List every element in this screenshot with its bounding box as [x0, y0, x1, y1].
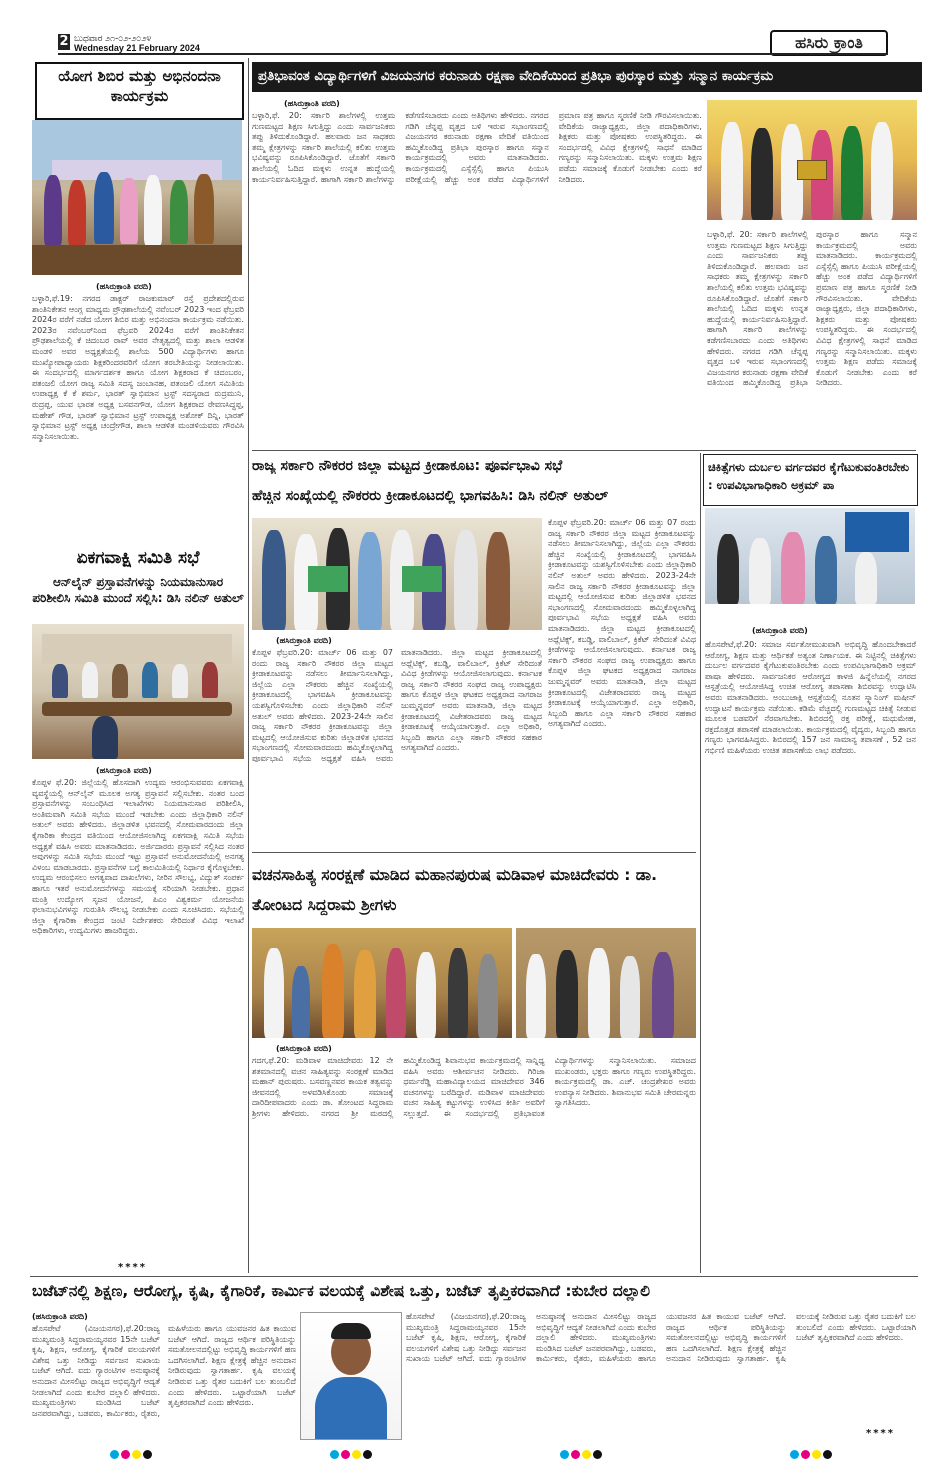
kreedakoota-subheadline: ಹೆಚ್ಚಿನ ಸಂಖ್ಯೆಯಲ್ಲಿ ನೌಕರರು ಕ್ರೀಡಾಕೂಟದಲ್ಲಿ ಭಾಗವಹಿಸಿ: ಡಿಸಿ ನಲಿನ್ ಅತುಲ್: [252, 488, 609, 504]
kreedakoota-body: ಕೊಪ್ಪಳ ಫೆಬ್ರವರಿ.20: ಮಾರ್ಚ್ 06 ಮತ್ತು 07 ರಂದು ರಾಜ್ಯ ಸರ್ಕಾರಿ ನೌಕರರ ಜಿಲ್ಲಾ ಮಟ್ಟದ ಕ್ರೀಡಾಕೂಟವನ್ನು ನಡೆಸಲು ತೀರ್ಮಾನಿಸಲಾಗಿದ್ದು, ಜಿಲ್ಲೆಯ ಎಲ್ಲಾ ನೌಕರರು ಹೆಚ್ಚಿನ ಸಂಖ್ಯೆಯಲ್ಲಿ ಕ್ರೀಡಾಕೂಟದಲ್ಲಿ ಭಾಗವಹಿಸಿ ಕ್ರೀಡಾಕೂಟವನ್ನು ಯಶಸ್ವಿಗೊಳಿಸಬೇಕು ಎಂದು ಜಿಲ್ಲಾಧಿಕಾರಿ ನಲಿನ್ ಅತುಲ್ ಅವರು ಹೇಳಿದರು. 2023-24ನೇ ಸಾಲಿನ ರಾಜ್ಯ ಸರ್ಕಾರಿ ನೌಕರರ ಕ್ರೀಡಾಕೂಟವನ್ನು ಜಿಲ್ಲಾ ಮಟ್ಟದಲ್ಲಿ ಆಯೋಜಿಸುವ ಕುರಿತು ಜಿಲ್ಲಾಡಳಿತ ಭವನದ ಸಭಾಂಗಣದಲ್ಲಿ ಸೋಮವಾರದಂದು ಹಮ್ಮಿಕೊಳ್ಳಲಾಗಿದ್ದ ಪೂರ್ವಭಾವಿ ಸಭೆಯ ಅಧ್ಯಕ್ಷತೆ ವಹಿಸಿ ಅವರು ಮಾತನಾಡಿದರು. ಜಿಲ್ಲಾ ಮಟ್ಟದ ಕ್ರೀಡಾಕೂಟದಲ್ಲಿ ಅಥ್ಲೆಟಿಕ್ಸ್, ಕಬಡ್ಡಿ, ವಾಲಿಬಾಲ್, ಕ್ರಿಕೆಟ್ ಸೇರಿದಂತೆ ವಿವಿಧ ಕ್ರೀಡೆಗಳನ್ನು ಆಯೋಜಿಸಲಾಗುವುದು. ಕರ್ನಾಟಕ ರಾಜ್ಯ ಸರ್ಕಾರಿ ನೌಕರರ ಸಂಘದ ರಾಜ್ಯ ಉಪಾಧ್ಯಕ್ಷರು ಹಾಗೂ ಕೊಪ್ಪಳ ಜಿಲ್ಲಾ ಘಟಕದ ಅಧ್ಯಕ್ಷರಾದ ನಾಗರಾಜ ಜುಮ್ಮನ್ನವರ್ ಅವರು ಮಾತನಾಡಿ, ಜಿಲ್ಲಾ ಮಟ್ಟದ ಕ್ರೀಡಾಕೂಟದಲ್ಲಿ ವಿಜೇತರಾದವರು ರಾಜ್ಯ ಮಟ್ಟದ ಕ್ರೀಡಾಕೂಟಕ್ಕೆ ಆಯ್ಕೆಯಾಗುತ್ತಾರೆ. ಎಲ್ಲಾ ಅಧಿಕಾರಿ, ಸಿಬ್ಬಂದಿ ಹಾಗೂ ಎಲ್ಲಾ ಸರ್ಕಾರಿ ನೌಕರರ ಸಹಕಾರ ಅಗತ್ಯವಾಗಿದೆ ಎಂದರು.: [252, 648, 542, 763]
registration-marks-1: [110, 1444, 154, 1463]
budget-end-marks: ****: [866, 1428, 895, 1439]
column-rule-right: [700, 453, 701, 1273]
column-rule-left: [248, 58, 249, 1273]
checkup-headline: ಚಿಕಿತ್ಸೆಗಳು ದುರ್ಬಲ ವರ್ಗದವರ ಕೈಗೆಟುಕುವಂತಿರಬೇಕು : ಉಪವಿಭಾಗಾಧಿಕಾರಿ ಅಕ್ರಮ್ ಪಾ: [708, 460, 910, 492]
checkup-photo: [705, 508, 915, 604]
yoga-headline: ಯೋಗ ಶಿಬಿರ ಮತ್ತು ಅಭಿನಂದನಾ ಕಾರ್ಯಕ್ರಮ: [35, 62, 244, 120]
registration-marks-3: [560, 1444, 604, 1463]
budget-portrait: [300, 1312, 402, 1440]
checkup-headline-box: [703, 454, 918, 506]
masthead-rule: [58, 53, 888, 55]
karave-body-cont: ಬಳ್ಳಾರಿ,ಫೆ. 20: ಸರ್ಕಾರಿ ಶಾಲೆಗಳಲ್ಲಿ ಉತ್ತಮ ಗುಣಮಟ್ಟದ ಶಿಕ್ಷಣ ಸಿಗುತ್ತಿದ್ದು ಎಂದು ಸಾರ್ವಜನಿಕರು ತಪ್ಪು ತಿಳಿದುಕೊಂಡಿದ್ದಾರೆ. ಹಲವಾರು ಜನ ಸಾಧಕರು ತಮ್ಮ ಕ್ಷೇತ್ರಗಳನ್ನು ಸರ್ಕಾರಿ ಶಾಲೆಯಲ್ಲಿ ಕಲಿತು ಉತ್ತಮ ಭವಿಷ್ಯವನ್ನು ರೂಪಿಸಿಕೊಂಡಿದ್ದಾರೆ. ಜೊತೆಗೆ ಸರ್ಕಾರಿ ಶಾಲೆಯಲ್ಲಿ ಓದಿದ ಮಕ್ಕಳು ಉನ್ನತ ಹುದ್ದೆಯಲ್ಲಿ ಕಾರ್ಯನಿರ್ವಹಿಸುತ್ತಿದ್ದಾರೆ. ಹಾಗಾಗಿ ಸರ್ಕಾರಿ ಶಾಲೆಗಳನ್ನು ಕಡೆಗಣಿಸಬಾರದು ಎಂದು ಅತಿಥಿಗಳು ಹೇಳಿದರು. ನಗರದ ಗಡಿಗಿ ಚೆನ್ನಪ್ಪ ವೃತ್ತದ ಬಳಿ ಇರುವ ಸಭಾಂಗಣದಲ್ಲಿ ವಿಜಯನಗರ ಕರುನಾಡು ರಕ್ಷಣಾ ವೇದಿಕೆ ವತಿಯಿಂದ ಹಮ್ಮಿಕೊಂಡಿದ್ದ ಪ್ರತಿಭಾ ಪುರಸ್ಕಾರ ಹಾಗೂ ಸನ್ಮಾನ ಕಾರ್ಯಕ್ರಮದಲ್ಲಿ ಅವರು ಮಾತನಾಡಿದರು. ಕಾರ್ಯಕ್ರಮದಲ್ಲಿ ಎಸ್ಸೆಸ್ಸೆಲ್ಸಿ ಹಾಗೂ ಪಿಯುಸಿ ಪರೀಕ್ಷೆಯಲ್ಲಿ ಹೆಚ್ಚು ಅಂಕ ಪಡೆದ ವಿದ್ಯಾರ್ಥಿಗಳಿಗೆ ಪ್ರಮಾಣ ಪತ್ರ ಹಾಗೂ ಸ್ಮರಣಿಕೆ ನೀಡಿ ಗೌರವಿಸಲಾಯಿತು. ವೇದಿಕೆಯ ರಾಜ್ಯಾಧ್ಯಕ್ಷರು, ಜಿಲ್ಲಾ ಪದಾಧಿಕಾರಿಗಳು, ಶಿಕ್ಷಕರು ಮತ್ತು ಪೋಷಕರು ಉಪಸ್ಥಿತರಿದ್ದರು. ಈ ಸಂದರ್ಭದಲ್ಲಿ ವಿವಿಧ ಕ್ಷೇತ್ರಗಳಲ್ಲಿ ಸಾಧನೆ ಮಾಡಿದ ಗಣ್ಯರನ್ನು ಸನ್ಮಾನಿಸಲಾಯಿತು. ಮಕ್ಕಳು ಉತ್ತಮ ಶಿಕ್ಷಣ ಪಡೆದು ಸಮಾಜಕ್ಕೆ ಕೊಡುಗೆ ನೀಡಬೇಕು ಎಂದು ಕರೆ ನೀಡಿದರು.: [707, 230, 917, 388]
madivala-credit: (ಹಸಿರುಕ್ರಾಂತಿ ವರದಿ): [276, 1044, 332, 1053]
registration-marks-4: [790, 1444, 834, 1463]
budget-body-right: ಹೊಸಪೇಟೆ (ವಿಜಯನಗರ),ಫೆ.20:ರಾಜ್ಯ ಮುಖ್ಯಮಂತ್ರಿ ಸಿದ್ದರಾಮಯ್ಯನವರ 15ನೇ ಬಜೆಟ್ ಕೃಷಿ, ಶಿಕ್ಷಣ, ಆರೋಗ್ಯ, ಕೈಗಾರಿಕೆ ವಲಯಗಳಿಗೆ ವಿಶೇಷ ಒತ್ತು ನೀಡಿದ್ದು ಸರ್ವಜನ ಸುಖಾಯ ಬಜೆಟ್ ಆಗಿದೆ. ಐದು ಗ್ಯಾರಂಟಿಗಳ ಅನುಷ್ಠಾನಕ್ಕೆ ಅನುದಾನ ಮೀಸಲಿಟ್ಟು ರಾಜ್ಯದ ಅಭಿವೃದ್ಧಿಗೆ ಆದ್ಯತೆ ನೀಡಲಾಗಿದೆ ಎಂದು ಕುಬೇರ ದಲ್ಲಾಲಿ ಹೇಳಿದರು. ಮುಖ್ಯಮಂತ್ರಿಗಳು ಮಂಡಿಸಿದ ಬಜೆಟ್ ಜನಪರವಾಗಿದ್ದು, ಬಡವರು, ಕಾರ್ಮಿಕರು, ರೈತರು, ಮಹಿಳೆಯರು ಹಾಗೂ ಯುವಜನರ ಹಿತ ಕಾಯುವ ಬಜೆಟ್ ಆಗಿದೆ. ರಾಜ್ಯದ ಆರ್ಥಿಕ ಪರಿಸ್ಥಿತಿಯನ್ನು ಸಮತೋಲನದಲ್ಲಿಟ್ಟು ಅಭಿವೃದ್ಧಿ ಕಾರ್ಯಗಳಿಗೆ ಹಣ ಒದಗಿಸಲಾಗಿದೆ. ಶಿಕ್ಷಣ ಕ್ಷೇತ್ರಕ್ಕೆ ಹೆಚ್ಚಿನ ಅನುದಾನ ನೀಡಿರುವುದು ಸ್ವಾಗತಾರ್ಹ. ಕೃಷಿ ವಲಯಕ್ಕೆ ನೀಡಿರುವ ಒತ್ತು ರೈತರ ಬದುಕಿಗೆ ಬಲ ತುಂಬಲಿದೆ ಎಂದು ಹೇಳಿದರು. ಒಟ್ಟಾರೆಯಾಗಿ ಬಜೆಟ್ ತೃಪ್ತಿಕರವಾಗಿದೆ ಎಂದು ಹೇಳಿದರು.: [406, 1312, 916, 1364]
ekagavaki-credit: (ಹಸಿರುಕ್ರಾಂತಿ ವರದಿ): [96, 766, 152, 775]
madivala-body: ಗದಗ,ಫೆ.20: ಮಡಿವಾಳ ಮಾಚಿದೇವರು 12 ನೇ ಶತಮಾನದಲ್ಲಿ ವಚನ ಸಾಹಿತ್ಯವನ್ನು ಸಂರಕ್ಷಣೆ ಮಾಡಿದ ಮಹಾನ್ ಪುರುಷರು. ಬಸವಣ್ಣನವರ ಕಾಯಕ ತತ್ವವನ್ನು ಜೀವನದಲ್ಲಿ ಅಳವಡಿಸಿಕೊಂಡು ಸಮಾಜಕ್ಕೆ ದಾರಿದೀಪವಾದರು ಎಂದು ಡಾ. ತೋಂಟದ ಸಿದ್ದರಾಮ ಶ್ರೀಗಳು ಹೇಳಿದರು. ನಗರದ ಶ್ರೀ ಮಠದಲ್ಲಿ ಹಮ್ಮಿಕೊಂಡಿದ್ದ ಶಿವಾನುಭವ ಕಾರ್ಯಕ್ರಮದಲ್ಲಿ ಸಾನ್ನಿಧ್ಯ ವಹಿಸಿ ಅವರು ಆಶೀರ್ವಚನ ನೀಡಿದರು. ಗಿರಿಜಾ ಧರ್ಮರೆಡ್ಡಿ ಮಹಾವಿದ್ಯಾಲಯದ ಮಾಚಿದೇವರ 346 ವಚನಗಳನ್ನು ಬರೆದಿದ್ದಾರೆ. ಮಡಿವಾಳ ಮಾಚಿದೇವರು ವಚನ ಸಾಹಿತ್ಯ ಕಟ್ಟುಗಳನ್ನು ಉಳಿಸಿದ ಕೀರ್ತಿ ಅವರಿಗೆ ಸಲ್ಲುತ್ತದೆ. ಈ ಸಂದರ್ಭದಲ್ಲಿ ಪ್ರತಿಭಾವಂತ ವಿದ್ಯಾರ್ಥಿಗಳನ್ನು ಸನ್ಮಾನಿಸಲಾಯಿತು. ಸಮಾಜದ ಮುಖಂಡರು, ಭಕ್ತರು ಹಾಗೂ ಗಣ್ಯರು ಉಪಸ್ಥಿತರಿದ್ದರು. ಕಾರ್ಯಕ್ರಮದಲ್ಲಿ ಡಾ. ಎಚ್. ಚಂದ್ರಶೇಖರ ಅವರು ಉಪನ್ಯಾಸ ನೀಡಿದರು. ಶಿವಾನುಭವ ಸಮಿತಿ ಚೇರಮನ್ನರು ಸ್ವಾಗತಿಸಿದರು.: [252, 1056, 696, 1118]
budget-body-left: ಹೊಸಪೇಟೆ (ವಿಜಯನಗರ),ಫೆ.20:ರಾಜ್ಯ ಮುಖ್ಯಮಂತ್ರಿ ಸಿದ್ದರಾಮಯ್ಯನವರ 15ನೇ ಬಜೆಟ್ ಕೃಷಿ, ಶಿಕ್ಷಣ, ಆರೋಗ್ಯ, ಕೈಗಾರಿಕೆ ವಲಯಗಳಿಗೆ ವಿಶೇಷ ಒತ್ತು ನೀಡಿದ್ದು ಸರ್ವಜನ ಸುಖಾಯ ಬಜೆಟ್ ಆಗಿದೆ. ಐದು ಗ್ಯಾರಂಟಿಗಳ ಅನುಷ್ಠಾನಕ್ಕೆ ಅನುದಾನ ಮೀಸಲಿಟ್ಟು ರಾಜ್ಯದ ಅಭಿವೃದ್ಧಿಗೆ ಆದ್ಯತೆ ನೀಡಲಾಗಿದೆ ಎಂದು ಕುಬೇರ ದಲ್ಲಾಲಿ ಹೇಳಿದರು. ಮುಖ್ಯಮಂತ್ರಿಗಳು ಮಂಡಿಸಿದ ಬಜೆಟ್ ಜನಪರವಾಗಿದ್ದು, ಬಡವರು, ಕಾರ್ಮಿಕರು, ರೈತರು, ಮಹಿಳೆಯರು ಹಾಗೂ ಯುವಜನರ ಹಿತ ಕಾಯುವ ಬಜೆಟ್ ಆಗಿದೆ. ರಾಜ್ಯದ ಆರ್ಥಿಕ ಪರಿಸ್ಥಿತಿಯನ್ನು ಸಮತೋಲನದಲ್ಲಿಟ್ಟು ಅಭಿವೃದ್ಧಿ ಕಾರ್ಯಗಳಿಗೆ ಹಣ ಒದಗಿಸಲಾಗಿದೆ. ಶಿಕ್ಷಣ ಕ್ಷೇತ್ರಕ್ಕೆ ಹೆಚ್ಚಿನ ಅನುದಾನ ನೀಡಿರುವುದು ಸ್ವಾಗತಾರ್ಹ. ಕೃಷಿ ವಲಯಕ್ಕೆ ನೀಡಿರುವ ಒತ್ತು ರೈತರ ಬದುಕಿಗೆ ಬಲ ತುಂಬಲಿದೆ ಎಂದು ಹೇಳಿದರು. ಒಟ್ಟಾರೆಯಾಗಿ ಬಜೆಟ್ ತೃಪ್ತಿಕರವಾಗಿದೆ ಎಂದು ಹೇಳಿದರು.: [32, 1324, 296, 1418]
checkup-body: ಹೊಸಪೇಟೆ,ಫೆ.20: ಸಮಾಜ ಸರ್ವತೋಮುಖವಾಗಿ ಅಭಿವೃದ್ಧಿ ಹೊಂದಬೇಕಾದರೆ ಆರೋಗ್ಯ, ಶಿಕ್ಷಣ ಮತ್ತು ಆರ್ಥಿಕತೆ ಅತ್ಯಂತ ನಿರ್ಣಾಯಕ. ಈ ನಿಟ್ಟಿನಲ್ಲಿ ಚಿಕಿತ್ಸೆಗಳು ದುರ್ಬಲ ವರ್ಗದವರ ಕೈಗೆಟುಕುವಂತಿರಬೇಕು ಎಂದು ಉಪವಿಭಾಗಾಧಿಕಾರಿ ಅಕ್ರಮ್ ಪಾಷಾ ಹೇಳಿದರು. ಸಾರ್ವಜನಿಕರ ಆರೋಗ್ಯದ ಕಾಳಜಿ ಹಿನ್ನೆಲೆಯಲ್ಲಿ ನಗರದ ಆಸ್ಪತ್ರೆಯಲ್ಲಿ ಆಯೋಜಿಸಿದ್ದ ಉಚಿತ ಆರೋಗ್ಯ ತಪಾಸಣಾ ಶಿಬಿರವನ್ನು ಉದ್ಘಾಟಿಸಿ ಅವರು ಮಾತನಾಡಿದರು. ಅಂಬುಜಾಕ್ಷಿ ಆಸ್ಪತ್ರೆಯಲ್ಲಿ ನೂತನ ಸ್ಕ್ಯಾನಿಂಗ್ ಮಷೀನ್ ಉದ್ಘಾಟನೆ ಕಾರ್ಯಕ್ರಮ ನಡೆಯಿತು. ಕಡಿಮೆ ವೆಚ್ಚದಲ್ಲಿ ಗುಣಮಟ್ಟದ ಚಿಕಿತ್ಸೆ ನೀಡುವ ಮೂಲಕ ಬಡವರಿಗೆ ನೆರವಾಗಬೇಕು. ಶಿಬಿರದಲ್ಲಿ ರಕ್ತ ಪರೀಕ್ಷೆ, ಮಧುಮೇಹ, ರಕ್ತದೊತ್ತಡ ತಪಾಸಣೆ ಮಾಡಲಾಯಿತು. ಕಾರ್ಯಕ್ರಮದಲ್ಲಿ ವೈದ್ಯರು, ಸಿಬ್ಬಂದಿ ಹಾಗೂ ಗಣ್ಯರು ಭಾಗವಹಿಸಿದ್ದರು. ಶಿಬಿರದಲ್ಲಿ 157 ಜನ ಸಾಮಾನ್ಯ ತಪಾಸಣೆ , 52 ಜನ ಗರ್ಭಿಣಿ ಮಹಿಳೆಯರು ಉಚಿತ ತಪಾಸಣೆಯ ಲಾಭ ಪಡೆದರು.: [705, 640, 916, 755]
budget-credit: (ಹಸಿರುಕ್ರಾಂತಿ ವರದಿ): [32, 1312, 88, 1321]
kreedakoota-headline: ರಾಜ್ಯ ಸರ್ಕಾರಿ ನೌಕರರ ಜಿಲ್ಲಾ ಮಟ್ಟದ ಕ್ರೀಡಾಕೂಟ: ಪೂರ್ವಭಾವಿ ಸಭೆ: [252, 458, 563, 474]
madivala-photo-right: [516, 928, 696, 1038]
karave-body: ಬಳ್ಳಾರಿ,ಫೆ. 20: ಸರ್ಕಾರಿ ಶಾಲೆಗಳಲ್ಲಿ ಉತ್ತಮ ಗುಣಮಟ್ಟದ ಶಿಕ್ಷಣ ಸಿಗುತ್ತಿದ್ದು ಎಂದು ಸಾರ್ವಜನಿಕರು ತಪ್ಪು ತಿಳಿದುಕೊಂಡಿದ್ದಾರೆ. ಹಲವಾರು ಜನ ಸಾಧಕರು ತಮ್ಮ ಕ್ಷೇತ್ರಗಳನ್ನು ಸರ್ಕಾರಿ ಶಾಲೆಯಲ್ಲಿ ಕಲಿತು ಉತ್ತಮ ಭವಿಷ್ಯವನ್ನು ರೂಪಿಸಿಕೊಂಡಿದ್ದಾರೆ. ಜೊತೆಗೆ ಸರ್ಕಾರಿ ಶಾಲೆಯಲ್ಲಿ ಓದಿದ ಮಕ್ಕಳು ಉನ್ನತ ಹುದ್ದೆಯಲ್ಲಿ ಕಾರ್ಯನಿರ್ವಹಿಸುತ್ತಿದ್ದಾರೆ. ಹಾಗಾಗಿ ಸರ್ಕಾರಿ ಶಾಲೆಗಳನ್ನು ಕಡೆಗಣಿಸಬಾರದು ಎಂದು ಅತಿಥಿಗಳು ಹೇಳಿದರು. ನಗರದ ಗಡಿಗಿ ಚೆನ್ನಪ್ಪ ವೃತ್ತದ ಬಳಿ ಇರುವ ಸಭಾಂಗಣದಲ್ಲಿ ವಿಜಯನಗರ ಕರುನಾಡು ರಕ್ಷಣಾ ವೇದಿಕೆ ವತಿಯಿಂದ ಹಮ್ಮಿಕೊಂಡಿದ್ದ ಪ್ರತಿಭಾ ಪುರಸ್ಕಾರ ಹಾಗೂ ಸನ್ಮಾನ ಕಾರ್ಯಕ್ರಮದಲ್ಲಿ ಅವರು ಮಾತನಾಡಿದರು. ಕಾರ್ಯಕ್ರಮದಲ್ಲಿ ಎಸ್ಸೆಸ್ಸೆಲ್ಸಿ ಹಾಗೂ ಪಿಯುಸಿ ಪರೀಕ್ಷೆಯಲ್ಲಿ ಹೆಚ್ಚು ಅಂಕ ಪಡೆದ ವಿದ್ಯಾರ್ಥಿಗಳಿಗೆ ಪ್ರಮಾಣ ಪತ್ರ ಹಾಗೂ ಸ್ಮರಣಿಕೆ ನೀಡಿ ಗೌರವಿಸಲಾಯಿತು. ವೇದಿಕೆಯ ರಾಜ್ಯಾಧ್ಯಕ್ಷರು, ಜಿಲ್ಲಾ ಪದಾಧಿಕಾರಿಗಳು, ಶಿಕ್ಷಕರು ಮತ್ತು ಪೋಷಕರು ಉಪಸ್ಥಿತರಿದ್ದರು. ಈ ಸಂದರ್ಭದಲ್ಲಿ ವಿವಿಧ ಕ್ಷೇತ್ರಗಳಲ್ಲಿ ಸಾಧನೆ ಮಾಡಿದ ಗಣ್ಯರನ್ನು ಸನ್ಮಾನಿಸಲಾಯಿತು. ಮಕ್ಕಳು ಉತ್ತಮ ಶಿಕ್ಷಣ ಪಡೆದು ಸಮಾಜಕ್ಕೆ ಕೊಡುಗೆ ನೀಡಬೇಕು ಎಂದು ಕರೆ ನೀಡಿದರು.: [252, 111, 702, 184]
budget-top-rule: [30, 1276, 918, 1277]
karave-headline: ಪ್ರತಿಭಾವಂತ ವಿದ್ಯಾರ್ಥಿಗಳಿಗೆ ವಿಜಯನಗರ ಕರುನಾಡು ರಕ್ಷಣಾ ವೇದಿಕೆಯಿಂದ ಪ್ರತಿಭಾ ಪುರಸ್ಕಾರ ಮತ್ತು ಸನ್ಮಾನ ಕಾರ್ಯಕ್ರಮ: [252, 62, 922, 92]
page-number: 2: [59, 34, 69, 49]
yoga-body: ಬಳ್ಳಾರಿ,ಫೆ.19: ನಗರದ ಡಾಕ್ಟರ್ ರಾಜಕುಮಾರ್ ರಸ್ತೆ ಪ್ರದೇಶದಲ್ಲಿರುವ ಶಾಂತಿನಿಕೇತನ ಆಂಗ್ಲ ಮಾಧ್ಯಮ ಪ್ರೌಢಶಾಲೆಯಲ್ಲಿ ನವೆಂಬರ್ 2023 ಇಂದ ಫೆಬ್ರವರಿ 2024ರ ವರೆಗೆ ನಡೆದ ಯೋಗ ಶಿಬಿರ ಮತ್ತು ಅಭಿನಂದನಾ ಕಾರ್ಯಕ್ರಮ ನಡೆಯಿತು. 2023ರ ನವೆಂಬರ್‌ನಿಂದ ಫೆಬ್ರವರಿ 2024ರ ವರೆಗೆ ಶಾಂತಿನಿಕೇತನ ಪ್ರೌಢಶಾಲೆಯಲ್ಲಿ ಕೆ ಚಿದಂಬರ ರಾವ್ ಅವರ ನೇತೃತ್ವದಲ್ಲಿ ಮತ್ತು ಶಾಲಾ ಆಡಳಿತ ಮಂಡಳಿ ಅವರ ಅಧ್ಯಕ್ಷತೆಯಲ್ಲಿ ಶಾಲೆಯ 500 ವಿದ್ಯಾರ್ಥಿಗಳು ಹಾಗೂ ಮುಖ್ಯೋಪಾಧ್ಯಾಯರು ಶಿಕ್ಷಕರಿಂದರವರಿಗೆ ಯೋಗ ತರಬೇತಿಯನ್ನು ನೀಡಲಾಯಿತು. ಈ ಸಂದರ್ಭದಲ್ಲಿ ಮಾರ್ಗದರ್ಶಕ ಹಾಗೂ ಯೋಗ ಶಿಕ್ಷಕರಾದ ಕೆ ಚಿದಂಬರಂ, ಪತಂಜಲಿ ಯೋಗ ರಾಜ್ಯ ಸಮಿತಿ ಸದಸ್ಯ ಜಂಬಾನಹ, ಪತಂಜಲಿ ಯೋಗ ಸಮಿತಿಯ ಉಪಾಧ್ಯಕ್ಷ ಕೆ ಕೆ ಶರ್ಮ, ಭಾರತ್ ಸ್ವಾಭಿಮಾನ ಟ್ರಸ್ಟ್ ಸದಸ್ಯರಾದ ರುದ್ರಮುನಿ, ರುದ್ರಪ್ಪ, ಯುವ ಭಾರತ ಅಧ್ಯಕ್ಷ ಬಸವನಗೌಡ, ಯೋಗ ಶಿಕ್ಷಕರಾದ ರೇವಣಸಿದ್ಧಪ್ಪ, ಮಹೇಶ್ ಗೌಡ, ಭಾರತ್ ಸ್ವಾಭಿಮಾನ ಟ್ರಸ್ಟ್ ಉಪಾಧ್ಯಕ್ಷ ಅಶೋಕ್ ದಿನ್ನಿ, ಭಾರತ್ ಸ್ವಾಭಿಮಾನ ಟ್ರಸ್ಟ್ ಅಧ್ಯಕ್ಷ ಚಂದ್ರೇಗೌಡ, ಶಾಲಾ ಆಡಳಿತ ಮಂಡಳಿಯವರು ಗೌರವಿಸಿ ಸನ್ಮಾನಿಸಲಾಯಿತು.: [32, 294, 244, 441]
ekagavaki-photo: [32, 624, 244, 759]
checkup-credit: (ಹಸಿರುಕ್ರಾಂತಿ ವರದಿ): [752, 626, 808, 635]
kreedakoota-body-cont: ಕೊಪ್ಪಳ ಫೆಬ್ರವರಿ.20: ಮಾರ್ಚ್ 06 ಮತ್ತು 07 ರಂದು ರಾಜ್ಯ ಸರ್ಕಾರಿ ನೌಕರರ ಜಿಲ್ಲಾ ಮಟ್ಟದ ಕ್ರೀಡಾಕೂಟವನ್ನು ನಡೆಸಲು ತೀರ್ಮಾನಿಸಲಾಗಿದ್ದು, ಜಿಲ್ಲೆಯ ಎಲ್ಲಾ ನೌಕರರು ಹೆಚ್ಚಿನ ಸಂಖ್ಯೆಯಲ್ಲಿ ಕ್ರೀಡಾಕೂಟದಲ್ಲಿ ಭಾಗವಹಿಸಿ ಕ್ರೀಡಾಕೂಟವನ್ನು ಯಶಸ್ವಿಗೊಳಿಸಬೇಕು ಎಂದು ಜಿಲ್ಲಾಧಿಕಾರಿ ನಲಿನ್ ಅತುಲ್ ಅವರು ಹೇಳಿದರು. 2023-24ನೇ ಸಾಲಿನ ರಾಜ್ಯ ಸರ್ಕಾರಿ ನೌಕರರ ಕ್ರೀಡಾಕೂಟವನ್ನು ಜಿಲ್ಲಾ ಮಟ್ಟದಲ್ಲಿ ಆಯೋಜಿಸುವ ಕುರಿತು ಜಿಲ್ಲಾಡಳಿತ ಭವನದ ಸಭಾಂಗಣದಲ್ಲಿ ಸೋಮವಾರದಂದು ಹಮ್ಮಿಕೊಳ್ಳಲಾಗಿದ್ದ ಪೂರ್ವಭಾವಿ ಸಭೆಯ ಅಧ್ಯಕ್ಷತೆ ವಹಿಸಿ ಅವರು ಮಾತನಾಡಿದರು. ಜಿಲ್ಲಾ ಮಟ್ಟದ ಕ್ರೀಡಾಕೂಟದಲ್ಲಿ ಅಥ್ಲೆಟಿಕ್ಸ್, ಕಬಡ್ಡಿ, ವಾಲಿಬಾಲ್, ಕ್ರಿಕೆಟ್ ಸೇರಿದಂತೆ ವಿವಿಧ ಕ್ರೀಡೆಗಳನ್ನು ಆಯೋಜಿಸಲಾಗುವುದು. ಕರ್ನಾಟಕ ರಾಜ್ಯ ಸರ್ಕಾರಿ ನೌಕರರ ಸಂಘದ ರಾಜ್ಯ ಉಪಾಧ್ಯಕ್ಷರು ಹಾಗೂ ಕೊಪ್ಪಳ ಜಿಲ್ಲಾ ಘಟಕದ ಅಧ್ಯಕ್ಷರಾದ ನಾಗರಾಜ ಜುಮ್ಮನ್ನವರ್ ಅವರು ಮಾತನಾಡಿ, ಜಿಲ್ಲಾ ಮಟ್ಟದ ಕ್ರೀಡಾಕೂಟದಲ್ಲಿ ವಿಜೇತರಾದವರು ರಾಜ್ಯ ಮಟ್ಟದ ಕ್ರೀಡಾಕೂಟಕ್ಕೆ ಆಯ್ಕೆಯಾಗುತ್ತಾರೆ. ಎಲ್ಲಾ ಅಧಿಕಾರಿ, ಸಿಬ್ಬಂದಿ ಹಾಗೂ ಎಲ್ಲಾ ಸರ್ಕಾರಿ ನೌಕರರ ಸಹಕಾರ ಅಗತ್ಯವಾಗಿದೆ ಎಂದರು.: [548, 518, 696, 729]
ekagavaki-headline: ಏಕಗವಾಕ್ಷಿ ಸಮಿತಿ ಸಭೆ: [76, 548, 200, 568]
karave-credit: (ಹಸಿರುಕ್ರಾಂತಿ ವರದಿ): [284, 99, 340, 108]
paper-name: ಹಸಿರು ಕ್ರಾಂತಿ: [770, 30, 888, 56]
dateline: [74, 33, 200, 53]
kreedakoota-photo: [252, 518, 542, 630]
date-english: Wednesday 21 February 2024: [74, 43, 200, 53]
ekagavaki-end-marks: ****: [118, 1262, 147, 1273]
ekagavaki-subheadline: ಆನ್‌ಲೈನ್ ಪ್ರಸ್ತಾವನೆಗಳನ್ನು ನಿಯಮಾನುಸಾರ ಪರಿಶೀಲಿಸಿ ಸಮಿತಿ ಮುಂದೆ ಸಲ್ಲಿಸಿ: ಡಿಸಿ ನಲಿನ್ ಅತುಲ್: [32, 575, 244, 605]
madivala-photo-left: [252, 928, 512, 1038]
ekagavaki-body: ಕೊಪ್ಪಳ ಫೆ.20: ಜಿಲ್ಲೆಯಲ್ಲಿ ಹೊಸದಾಗಿ ಉದ್ಯಮ ಆರಂಭಿಸುವವರು ಏಕಗವಾಕ್ಷಿ ವ್ಯವಸ್ಥೆಯಲ್ಲಿ ಆನ್‌ಲೈನ್ ಮೂಲಕ ಅಗತ್ಯ ಪ್ರಸ್ತಾವನೆ ಸಲ್ಲಿಸಬೇಕು. ನಂತರ ಬಂದ ಪ್ರಸ್ತಾವನೆಗಳನ್ನು ಸಂಬಂಧಿಸಿದ ಇಲಾಖೆಗಳು ನಿಯಮಾನುಸಾರ ಪರಿಶೀಲಿಸಿ, ಅಂತಿಮವಾಗಿ ಸಮಿತಿ ಸಭೆಯ ಮುಂದೆ ಇಡಬೇಕು ಎಂದು ಜಿಲ್ಲಾಧಿಕಾರಿ ನಲಿನ್ ಅತುಲ್ ಅವರು ಹೇಳಿದರು. ಜಿಲ್ಲಾಡಳಿತ ಭವನದಲ್ಲಿ ಸೋಮವಾರದಂದು ಜಿಲ್ಲಾ ಕೈಗಾರಿಕಾ ಕೇಂದ್ರದ ವತಿಯಿಂದ ಆಯೋಜಿಸಲಾಗಿದ್ದ ಏಕಗವಾಕ್ಷಿ ಸಮಿತಿ ಸಭೆಯ ಅಧ್ಯಕ್ಷತೆ ವಹಿಸಿ ಅವರು ಮಾತನಾಡಿದರು. ಅರ್ಜಿದಾರರು ಪ್ರಸ್ತಾವನೆ ಸಲ್ಲಿಸಿದ ನಂತರ ಅವುಗಳನ್ನು ಸಮಿತಿ ಸಭೆಯ ಮುಂದೆ ಇಟ್ಟು ಪ್ರಸ್ತಾವನೆ ಅನುಮೋದನೆಯಲ್ಲಿ ಅನಗತ್ಯ ವಿಳಂಬ ಮಾಡಬಾರದು. ಪ್ರಸ್ತಾವನೆಗಳ ಬಗ್ಗೆ ಕಾಲಮಿತಿಯಲ್ಲಿ ನಿರ್ಧಾರ ಕೈಗೊಳ್ಳಬೇಕು. ಉದ್ಯಮ ಆರಂಭಿಸಲು ಅಗತ್ಯವಾದ ದಾಖಲೆಗಳು, ನೀರಿನ ಸೌಲಭ್ಯ, ವಿದ್ಯುತ್ ಸಂಪರ್ಕ ಹಾಗೂ ಇತರೆ ಅನುಮೋದನೆಗಳನ್ನು ಸಮಯಕ್ಕೆ ಸರಿಯಾಗಿ ನೀಡಬೇಕು. ಪ್ರಧಾನ ಮಂತ್ರಿ ಉದ್ಯೋಗ ಸೃಜನ ಯೋಜನೆ, ಪಿಎಂ ವಿಶ್ವಕರ್ಮ ಯೋಜನೆಯ ಫಲಾನುಭವಿಗಳನ್ನು ಗುರುತಿಸಿ ಸೌಲಭ್ಯ ನೀಡಬೇಕು ಎಂದು ಸೂಚಿಸಿದರು. ಸಭೆಯಲ್ಲಿ ಜಿಲ್ಲಾ ಕೈಗಾರಿಕಾ ಕೇಂದ್ರದ ಜಂಟಿ ನಿರ್ದೇಶಕರು ಸೇರಿದಂತೆ ವಿವಿಧ ಇಲಾಖೆ ಅಧಿಕಾರಿಗಳು, ಉದ್ಯಮಿಗಳು ಹಾಜರಿದ್ದರು.: [32, 778, 244, 936]
budget-headline: ಬಜೆಟ್‌ನಲ್ಲಿ ಶಿಕ್ಷಣ, ಆರೋಗ್ಯ, ಕೃಷಿ, ಕೈಗಾರಿಕೆ, ಕಾರ್ಮಿಕ ವಲಯಕ್ಕೆ ವಿಶೇಷ ಒತ್ತು, ಬಜೆಟ್ ತೃಪ್ತಿಕರವಾಗಿದೆ :ಕುಬೇರ ದಲ್ಲಾಲಿ: [32, 1282, 651, 1300]
date-kannada: ಬುಧವಾರ ೨೧-೦೨-೨೦೨೪: [74, 33, 152, 43]
karave-bottom-rule: [252, 450, 916, 451]
yoga-photo: [32, 120, 242, 275]
kreedakoota-credit: (ಹಸಿರುಕ್ರಾಂತಿ ವರದಿ): [276, 636, 332, 645]
madivala-headline: ವಚನಸಾಹಿತ್ಯ ಸಂರಕ್ಷಣೆ ಮಾಡಿದ ಮಹಾನಪುರುಷ ಮಡಿವಾಳ ಮಾಚಿದೇವರು : ಡಾ. ತೋಂಟದ ಸಿದ್ದರಾಮ ಶ್ರೀಗಳು: [252, 866, 658, 914]
madivala-top-rule: [252, 852, 696, 853]
yoga-credit: (ಹಸಿರುಕ್ರಾಂತಿ ವರದಿ): [96, 282, 152, 291]
registration-marks-2: [330, 1444, 374, 1463]
karave-photo: [707, 100, 917, 220]
